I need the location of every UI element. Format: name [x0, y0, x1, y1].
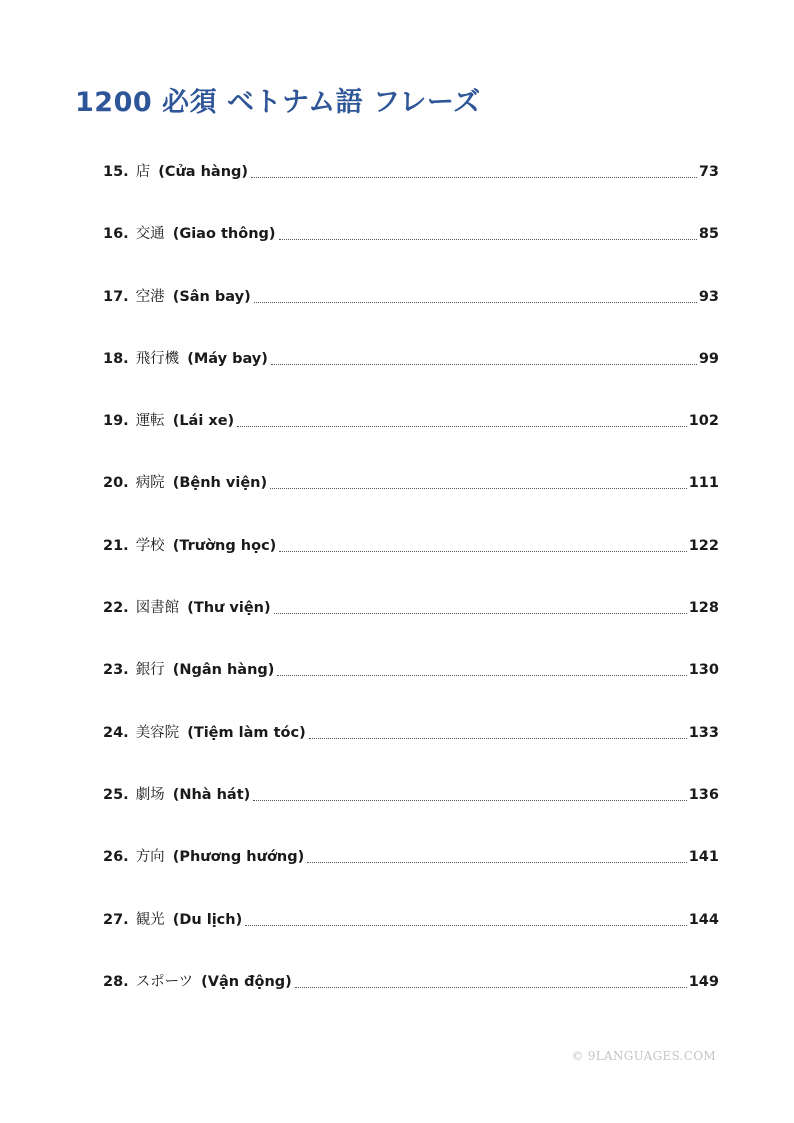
toc-entry-vietnamese: (Tiệm làm tóc): [187, 724, 306, 741]
toc-entry[interactable]: [103, 658, 719, 720]
toc-entry-japanese: 銀行: [135, 662, 165, 679]
toc-entry-japanese: 飛行機: [135, 350, 180, 367]
toc-entry-page: 136: [688, 786, 719, 803]
toc-entry-page: 130: [688, 662, 719, 679]
toc-entry-vietnamese: (Du lịch): [172, 911, 243, 928]
toc-entry[interactable]: [103, 845, 719, 907]
toc-entry[interactable]: [103, 347, 719, 409]
toc-entry-japanese: 方向: [135, 849, 165, 866]
toc-entry-page: 133: [688, 724, 719, 741]
toc-entry[interactable]: [103, 285, 719, 347]
toc-entry-vietnamese: (Vận động): [201, 973, 292, 990]
toc-entry[interactable]: [103, 596, 719, 658]
dot-leader: [271, 347, 697, 365]
toc-entry-number: 21.: [103, 537, 129, 554]
toc-entry-number: 27.: [103, 911, 129, 928]
table-of-contents: [103, 160, 719, 1032]
toc-entry[interactable]: [103, 222, 719, 284]
toc-entry-japanese: 図書館: [135, 600, 180, 617]
toc-entry-page: 122: [688, 537, 719, 554]
toc-entry-vietnamese: (Sân bay): [172, 288, 251, 305]
toc-entry-vietnamese: (Phương hướng): [172, 849, 305, 866]
toc-entry-vietnamese: (Giao thông): [172, 226, 276, 243]
toc-entry[interactable]: [103, 970, 719, 1032]
toc-entry-japanese: 観光: [135, 911, 165, 928]
toc-entry-japanese: 空港: [135, 288, 165, 305]
dot-leader: [295, 970, 687, 988]
toc-entry-japanese: 店: [135, 164, 151, 180]
toc-entry[interactable]: [103, 471, 719, 533]
toc-entry-page: 141: [688, 849, 719, 866]
toc-entry-vietnamese: (Ngân hàng): [172, 662, 275, 679]
toc-entry-page: 144: [688, 911, 719, 928]
toc-entry[interactable]: [103, 409, 719, 471]
toc-entry[interactable]: [103, 534, 719, 596]
toc-entry-number: 17.: [103, 288, 129, 305]
toc-entry-vietnamese: (Máy bay): [187, 350, 268, 367]
toc-entry-number: 25.: [103, 786, 129, 803]
toc-entry-japanese: 病院: [135, 475, 165, 492]
toc-entry-japanese: 学校: [135, 537, 165, 554]
toc-entry-number: 19.: [103, 413, 129, 430]
toc-entry-page: 85: [698, 226, 719, 243]
toc-entry[interactable]: [103, 908, 719, 970]
toc-entry-number: 28.: [103, 973, 129, 990]
toc-entry-page: 128: [688, 600, 719, 617]
toc-entry-japanese: 交通: [135, 226, 165, 243]
dot-leader: [245, 908, 687, 926]
toc-entry-number: 16.: [103, 226, 129, 243]
toc-entry-number: 22.: [103, 600, 129, 617]
dot-leader: [277, 658, 686, 676]
dot-leader: [309, 721, 687, 739]
toc-entry[interactable]: [103, 783, 719, 845]
dot-leader: [274, 596, 687, 614]
toc-entry-japanese: 劇场: [135, 786, 165, 803]
dot-leader: [270, 471, 687, 489]
dot-leader: [307, 845, 686, 863]
toc-entry-japanese: 運転: [135, 413, 165, 430]
dot-leader: [251, 160, 697, 178]
dot-leader: [279, 534, 686, 552]
toc-entry-page: 73: [698, 164, 719, 180]
toc-entry-vietnamese: (Bệnh viện): [172, 475, 268, 492]
dot-leader: [254, 285, 697, 303]
toc-entry-japanese: 美容院: [135, 724, 180, 741]
dot-leader: [237, 409, 687, 427]
toc-entry-page: 99: [698, 350, 719, 367]
toc-entry-number: 20.: [103, 475, 129, 492]
toc-entry-page: 111: [688, 475, 719, 492]
toc-entry-number: 23.: [103, 662, 129, 679]
toc-entry-vietnamese: (Trường học): [172, 537, 277, 554]
dot-leader: [279, 222, 697, 240]
toc-entry-number: 15.: [103, 164, 129, 180]
page-title: 1200 必須 ベトナム語 フレーズ: [75, 87, 481, 118]
toc-entry[interactable]: [103, 721, 719, 783]
toc-entry-number: 26.: [103, 849, 129, 866]
toc-entry[interactable]: [103, 160, 719, 222]
toc-entry-japanese: スポーツ: [135, 973, 194, 990]
toc-entry-vietnamese: (Thư viện): [187, 600, 271, 617]
toc-entry-number: 18.: [103, 350, 129, 367]
toc-entry-page: 93: [698, 288, 719, 305]
toc-entry-page: 102: [688, 413, 719, 430]
copyright-watermark: © 9LANGUAGES.COM: [571, 1049, 716, 1063]
toc-entry-number: 24.: [103, 724, 129, 741]
toc-entry-vietnamese: (Cửa hàng): [158, 164, 249, 180]
toc-entry-vietnamese: (Lái xe): [172, 413, 235, 430]
toc-entry-vietnamese: (Nhà hát): [172, 786, 251, 803]
toc-entry-page: 149: [688, 973, 719, 990]
dot-leader: [253, 783, 686, 801]
